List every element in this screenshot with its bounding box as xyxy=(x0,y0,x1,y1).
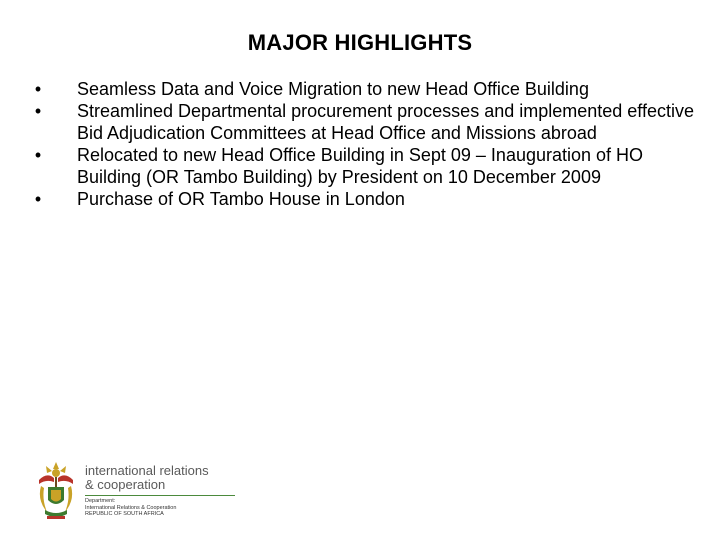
department-logo xyxy=(33,460,233,522)
logo-text xyxy=(85,464,235,518)
bullet-item xyxy=(28,188,698,210)
logo-department-name: International Relations & Cooperation xyxy=(85,504,177,511)
bullet-text: Seamless Data and Voice Migration to new Head Office Building xyxy=(77,79,589,99)
logo-title-line1: international relations xyxy=(85,463,209,478)
bullet-marker: • xyxy=(34,145,42,165)
coat-of-arms-icon xyxy=(33,460,79,522)
highlights-list xyxy=(28,78,698,210)
bullet-text: Relocated to new Head Office Building in Sept 09 – Inauguration of HO Building (OR Tambo Building) by President on 10 December 2009 xyxy=(77,145,644,187)
logo-divider xyxy=(85,495,235,496)
bullet-item xyxy=(28,144,698,188)
bullet-item xyxy=(28,78,698,100)
bullet-text: Purchase of OR Tambo House in London xyxy=(77,189,405,209)
slide-title: MAJOR HIGHLIGHTS xyxy=(247,30,473,55)
logo-department-label: Department: xyxy=(85,498,116,504)
logo-country: REPUBLIC OF SOUTH AFRICA xyxy=(85,511,164,517)
bullet-text: Streamlined Departmental procurement processes and implemented effective Bid Adjudication Committees at Head Office and Missions abroad xyxy=(77,101,694,143)
bullet-marker: • xyxy=(34,79,42,99)
bullet-marker: • xyxy=(34,101,42,121)
bullet-item xyxy=(28,100,698,144)
bullet-marker: • xyxy=(34,189,42,209)
logo-title-line2: & cooperation xyxy=(85,477,166,492)
